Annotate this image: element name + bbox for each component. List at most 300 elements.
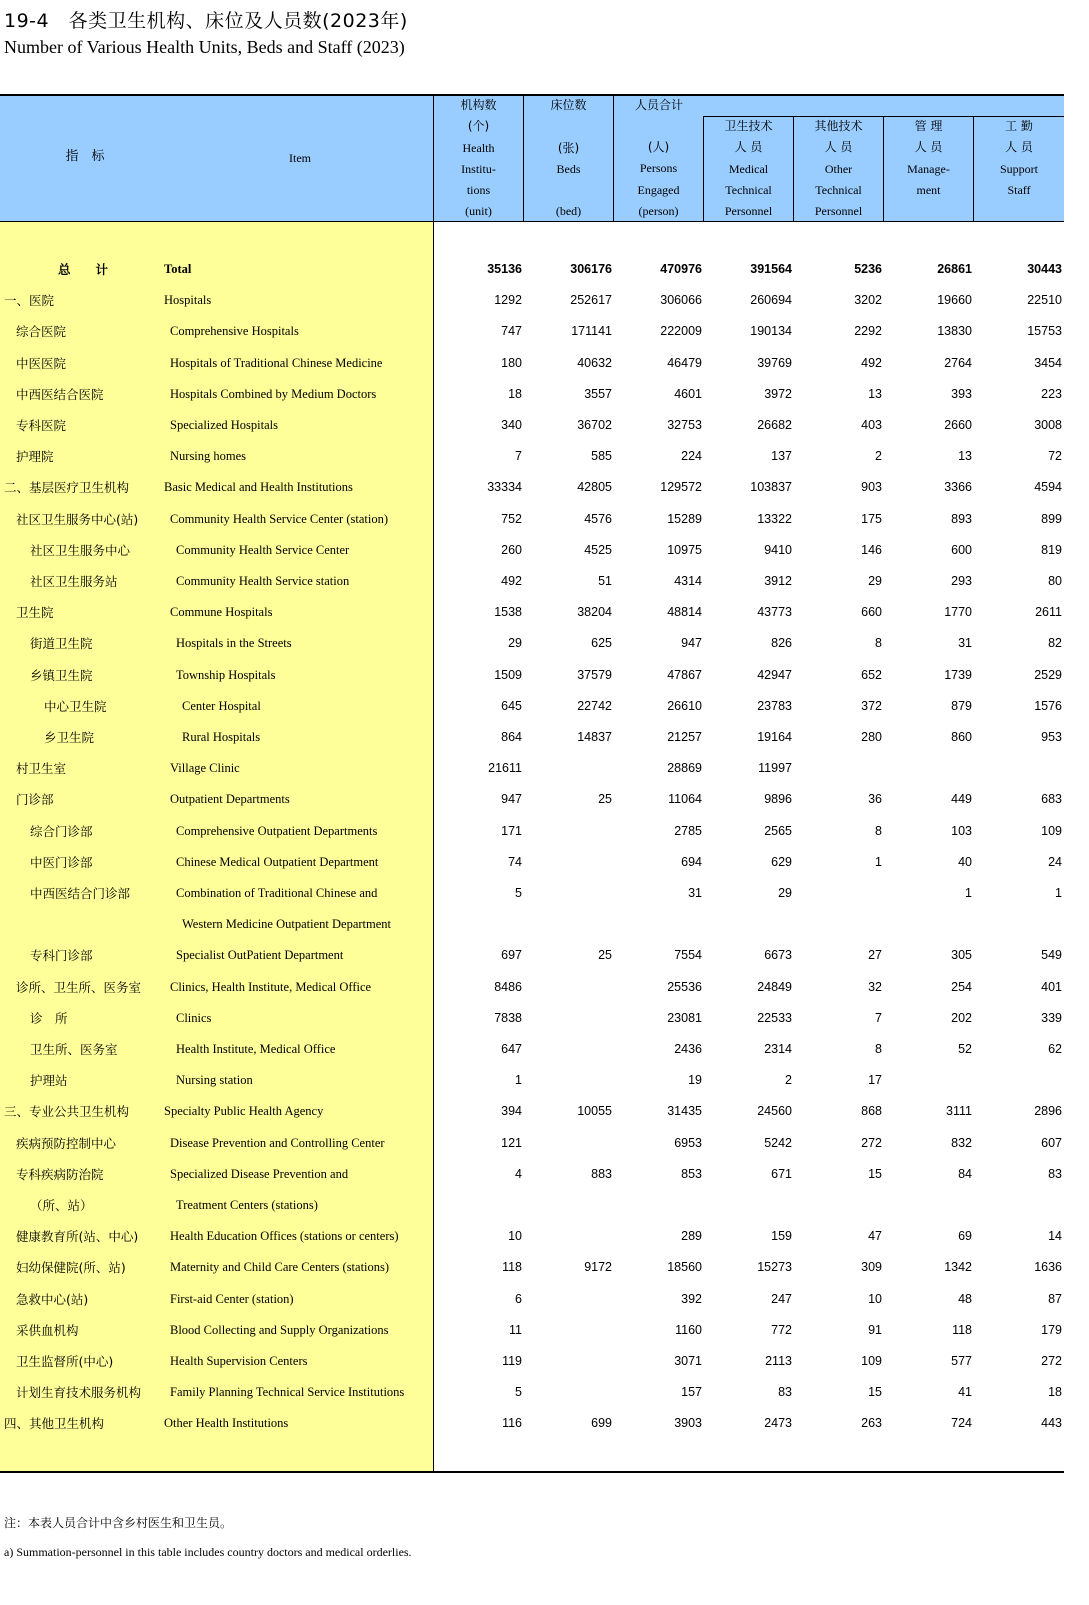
row-indicator-zh: 专科门诊部 <box>30 948 93 964</box>
persons-header-line: Persons <box>639 161 678 176</box>
row-item-en: Outpatient Departments <box>170 792 290 807</box>
row-indicator-zh: 社区卫生服务站 <box>30 574 118 589</box>
cell-beds: 37579 <box>577 667 612 682</box>
cell-beds: 38204 <box>577 605 612 620</box>
header-medical-personnel <box>704 116 793 222</box>
row-item-en: Specialized Hospitals <box>170 418 278 432</box>
table-row <box>0 878 1064 909</box>
row-item-en: Clinics <box>176 1010 212 1025</box>
cell-management: 69 <box>958 1229 972 1244</box>
cell-medical-personnel: 9410 <box>764 542 792 557</box>
row-item-en: Center Hospital <box>182 698 261 713</box>
cell-medical-personnel: 23783 <box>757 698 792 713</box>
row-item-en: Disease Prevention and Controlling Center <box>170 1135 385 1150</box>
table-row <box>0 1408 1064 1439</box>
cell-medical-personnel: 9896 <box>764 792 792 807</box>
cell-support-staff: 82 <box>1048 636 1062 651</box>
row-indicator-zh: 诊 所 <box>30 1010 68 1026</box>
row-indicator-zh: 门诊部 <box>16 792 54 808</box>
cell-management: 2764 <box>944 355 972 370</box>
table-row <box>0 566 1064 597</box>
cell-support-staff: 339 <box>1041 1010 1062 1025</box>
mgmt-header-line: ment <box>916 182 941 197</box>
cell-support-staff: 819 <box>1041 542 1062 557</box>
cell-medical-personnel: 24849 <box>757 979 792 994</box>
cell-beds: 883 <box>591 1166 612 1181</box>
cell-persons-engaged: 23081 <box>667 1010 702 1025</box>
row-item-en: Maternity and Child Care Centers (stations) <box>170 1260 390 1275</box>
row-indicator-zh: 卫生所、医务室 <box>30 1042 118 1057</box>
row-indicator-zh: 健康教育所(站、中心) <box>16 1229 139 1245</box>
cell-persons-engaged: 25536 <box>667 979 702 994</box>
cell-persons-engaged: 947 <box>681 636 702 651</box>
cell-beds: 585 <box>591 449 612 464</box>
row-indicator-zh: 一、医院 <box>4 293 55 309</box>
cell-institutions: 1538 <box>494 605 522 620</box>
cell-beds: 22742 <box>577 698 612 713</box>
row-item-en: Hospitals <box>164 293 212 308</box>
row-indicator-zh: 中心卫生院 <box>44 698 107 714</box>
cell-other-technical: 175 <box>861 511 882 526</box>
row-indicator-zh: 乡卫生院 <box>44 730 95 745</box>
row-item-en: Specialty Public Health Agency <box>164 1104 324 1119</box>
cell-persons-engaged: 48814 <box>667 605 702 620</box>
cell-institutions: 697 <box>501 948 522 963</box>
row-item-en: Village Clinic <box>170 761 240 776</box>
cell-institutions: 5 <box>515 1385 522 1400</box>
row-indicator-zh: 疾病预防控制中心 <box>16 1135 117 1151</box>
cell-medical-personnel: 103837 <box>750 480 792 495</box>
cell-other-technical: 7 <box>875 1010 882 1025</box>
mgmt-header-line: 人 员 <box>914 140 943 155</box>
cell-institutions: 10 <box>508 1229 522 1244</box>
support-header-line: Staff <box>1007 182 1031 197</box>
cell-management: 48 <box>958 1291 972 1306</box>
table-row <box>0 940 1064 971</box>
cell-persons-engaged: 19 <box>688 1073 702 1088</box>
cell-medical-personnel: 5242 <box>764 1135 792 1150</box>
cell-institutions: 864 <box>501 730 522 744</box>
cell-management: 449 <box>951 792 972 807</box>
inst-header-line: (unit) <box>465 204 492 219</box>
table-row <box>0 504 1064 535</box>
cell-persons-engaged: 6953 <box>674 1135 702 1150</box>
row-indicator-zh: 专科疾病防治院 <box>16 1166 104 1182</box>
cell-management: 577 <box>951 1354 972 1368</box>
cell-support-staff: 2896 <box>1034 1104 1062 1119</box>
cell-management: 13830 <box>937 324 972 339</box>
cell-support-staff: 899 <box>1041 511 1062 526</box>
cell-support-staff: 549 <box>1041 948 1062 963</box>
row-item-en: Community Health Service Center <box>176 542 350 557</box>
cell-persons-engaged: 2785 <box>674 823 702 838</box>
cell-other-technical: 8 <box>875 636 882 651</box>
other-header-line: Other <box>824 161 853 176</box>
cell-support-staff: 14 <box>1048 1229 1062 1244</box>
cell-other-technical: 868 <box>861 1104 882 1119</box>
row-indicator-zh: 三、专业公共卫生机构 <box>4 1104 130 1120</box>
cell-support-staff: 87 <box>1048 1291 1062 1306</box>
row-indicator-zh: 卫生监督所(中心) <box>16 1354 114 1369</box>
cell-beds: 42805 <box>577 480 612 495</box>
row-indicator-zh: 综合门诊部 <box>30 823 93 839</box>
cell-beds: 625 <box>591 636 612 651</box>
cell-persons-engaged: 289 <box>681 1229 702 1244</box>
cell-medical-personnel: 43773 <box>757 605 792 620</box>
cell-persons-engaged: 694 <box>681 854 702 869</box>
header-item: Item <box>289 151 311 165</box>
cell-medical-personnel: 260694 <box>750 293 792 308</box>
cell-other-technical: 492 <box>861 355 882 370</box>
cell-institutions: 21611 <box>488 761 522 776</box>
cell-support-staff: 4594 <box>1034 480 1062 495</box>
inst-header-line: (个) <box>467 119 490 134</box>
cell-support-staff: 401 <box>1041 979 1062 994</box>
cell-institutions: 18 <box>508 386 522 401</box>
cell-management: 118 <box>952 1322 972 1337</box>
cell-medical-personnel: 2473 <box>764 1416 792 1431</box>
row-indicator-zh: 社区卫生服务中心 <box>30 542 131 558</box>
table-row <box>0 379 1064 410</box>
cell-beds: 9172 <box>584 1260 612 1275</box>
cell-support-staff: 683 <box>1041 792 1062 807</box>
cell-support-staff: 443 <box>1041 1416 1062 1431</box>
table-row <box>0 847 1064 878</box>
table-row <box>0 1252 1064 1283</box>
table-row <box>0 1096 1064 1127</box>
cell-medical-personnel: 29 <box>778 886 792 900</box>
cell-management: 26861 <box>937 262 972 276</box>
cell-institutions: 74 <box>508 854 522 869</box>
cell-institutions: 7 <box>515 449 522 464</box>
beds-header-line <box>524 116 613 137</box>
table-row <box>0 1128 1064 1159</box>
cell-support-staff: 22510 <box>1027 293 1062 308</box>
cell-support-staff: 15753 <box>1027 324 1062 339</box>
cell-medical-personnel: 247 <box>771 1291 792 1306</box>
cell-beds: 306176 <box>570 262 612 276</box>
table-row <box>0 1003 1064 1034</box>
cell-beds: 25 <box>598 792 612 807</box>
cell-institutions: 116 <box>502 1416 522 1431</box>
cell-medical-personnel: 190134 <box>750 324 792 339</box>
cell-persons-engaged: 129572 <box>660 480 702 495</box>
table-row <box>0 816 1064 847</box>
cell-institutions: 118 <box>502 1260 522 1275</box>
row-item-en: Community Health Service station <box>176 574 350 588</box>
table-row <box>0 909 1064 940</box>
cell-beds: 40632 <box>577 355 612 370</box>
cell-other-technical: 3202 <box>854 293 882 308</box>
cell-persons-engaged: 224 <box>681 449 702 464</box>
cell-management: 19660 <box>937 293 972 308</box>
cell-management: 254 <box>951 979 972 994</box>
cell-management: 52 <box>958 1042 972 1056</box>
cell-institutions: 121 <box>501 1135 522 1150</box>
cell-institutions: 11 <box>509 1322 522 1337</box>
cell-institutions: 340 <box>501 418 522 432</box>
cell-institutions: 492 <box>501 574 522 588</box>
cell-persons-engaged: 392 <box>681 1291 702 1306</box>
cell-persons-engaged: 4314 <box>674 574 702 588</box>
table-row <box>0 691 1064 722</box>
support-header-line: Support <box>999 161 1038 176</box>
cell-support-staff: 223 <box>1041 386 1062 401</box>
cell-support-staff: 2611 <box>1035 605 1062 620</box>
support-header-line: 人 员 <box>1005 140 1033 155</box>
table-row <box>0 753 1064 784</box>
cell-other-technical: 903 <box>861 480 882 495</box>
cell-other-technical: 372 <box>861 698 882 713</box>
row-indicator-zh: 采供血机构 <box>16 1322 79 1338</box>
cell-management: 1 <box>965 886 972 900</box>
cell-other-technical: 15 <box>868 1166 882 1181</box>
table-row <box>0 1159 1064 1190</box>
cell-medical-personnel: 137 <box>771 449 792 464</box>
cell-other-technical: 8 <box>875 823 882 838</box>
row-item-en: Health Institute, Medical Office <box>176 1042 336 1056</box>
cell-support-staff: 72 <box>1048 449 1062 464</box>
cell-persons-engaged: 32753 <box>667 418 702 432</box>
cell-management: 3366 <box>944 480 972 495</box>
cell-support-staff: 83 <box>1048 1166 1062 1181</box>
cell-management: 293 <box>951 574 972 588</box>
cell-other-technical: 32 <box>868 979 882 994</box>
table-row <box>0 722 1064 753</box>
cell-other-technical: 13 <box>868 386 882 401</box>
row-item-en: Hospitals of Traditional Chinese Medicine <box>170 355 383 370</box>
medical-header-line: Technical <box>725 182 772 197</box>
cell-medical-personnel: 24560 <box>757 1104 792 1119</box>
cell-medical-personnel: 772 <box>771 1322 792 1337</box>
cell-institutions: 1292 <box>494 293 522 308</box>
cell-management: 600 <box>951 542 972 557</box>
cell-management: 1342 <box>944 1260 972 1275</box>
cell-medical-personnel: 3912 <box>764 574 792 588</box>
cell-institutions: 171 <box>501 823 522 838</box>
row-indicator-zh: 街道卫生院 <box>30 636 93 652</box>
table-row <box>0 1315 1064 1346</box>
cell-institutions: 647 <box>501 1042 522 1056</box>
cell-support-staff: 3454 <box>1034 355 1062 370</box>
cell-support-staff: 607 <box>1041 1135 1062 1150</box>
header-indicator: 指 标 <box>65 149 105 164</box>
cell-support-staff: 109 <box>1041 823 1062 838</box>
row-item-en: Comprehensive Hospitals <box>170 324 299 339</box>
cell-beds: 14837 <box>577 730 612 744</box>
other-header-line: 人 员 <box>824 140 853 155</box>
cell-medical-personnel: 83 <box>778 1385 792 1400</box>
cell-other-technical: 29 <box>868 574 882 588</box>
table-row <box>0 1377 1064 1408</box>
header-other-technical <box>794 116 883 222</box>
cell-persons-engaged: 470976 <box>660 262 702 276</box>
cell-institutions: 747 <box>501 324 522 339</box>
cell-management: 1739 <box>944 667 972 682</box>
cell-other-technical: 263 <box>861 1416 882 1431</box>
row-indicator-zh: 中西医结合门诊部 <box>30 886 131 901</box>
cell-other-technical: 280 <box>861 730 882 744</box>
cell-other-technical: 660 <box>861 605 882 620</box>
cell-medical-personnel: 671 <box>771 1166 792 1181</box>
statistics-table <box>0 94 1064 1474</box>
cell-management: 31 <box>958 636 972 651</box>
row-item-en: Basic Medical and Health Institutions <box>164 480 353 495</box>
beds-header-line <box>524 180 613 201</box>
cell-support-staff: 18 <box>1048 1385 1062 1400</box>
row-item-en: Chinese Medical Outpatient Department <box>176 854 379 869</box>
cell-medical-personnel: 391564 <box>750 262 792 276</box>
cell-support-staff: 2529 <box>1034 667 1062 682</box>
row-item-en: First-aid Center (station) <box>170 1291 294 1306</box>
cell-other-technical: 8 <box>875 1042 882 1056</box>
medical-header-line: 卫生技术 <box>724 119 773 133</box>
cell-medical-personnel: 2314 <box>764 1042 792 1056</box>
cell-persons-engaged: 7554 <box>674 948 702 963</box>
cell-medical-personnel: 2565 <box>764 823 792 838</box>
cell-other-technical: 5236 <box>854 262 882 276</box>
inst-header-line: Institu- <box>461 161 496 176</box>
footnote-zh: 注：本表人员合计中含乡村医生和卫生员。 <box>4 1516 233 1530</box>
cell-medical-personnel: 826 <box>771 636 792 651</box>
medical-header-line: Medical <box>728 161 769 176</box>
cell-persons-engaged: 306066 <box>660 293 702 308</box>
row-indicator-zh: 护理院 <box>16 449 54 465</box>
cell-management: 41 <box>958 1385 972 1400</box>
table-row <box>0 285 1064 316</box>
beds-header-line: (bed) <box>555 204 582 219</box>
cell-medical-personnel: 26682 <box>757 418 792 432</box>
cell-institutions: 8486 <box>494 979 522 994</box>
other-header-line: 其他技术 <box>814 119 863 133</box>
cell-institutions: 29 <box>508 636 522 651</box>
cell-support-staff: 179 <box>1041 1322 1062 1337</box>
row-item-en: Blood Collecting and Supply Organizations <box>170 1322 389 1337</box>
row-indicator-zh: 诊所、卫生所、医务室 <box>16 979 142 995</box>
row-item-en: Community Health Service Center (station) <box>170 511 389 526</box>
persons-header-line: (person) <box>638 203 679 218</box>
table-row <box>0 535 1064 566</box>
cell-other-technical: 27 <box>868 948 882 963</box>
row-item-en: Combination of Traditional Chinese and <box>176 886 378 900</box>
row-item-en: Specialist OutPatient Department <box>176 948 344 963</box>
cell-persons-engaged: 31435 <box>667 1104 702 1119</box>
cell-other-technical: 309 <box>861 1260 882 1275</box>
cell-other-technical: 91 <box>868 1322 882 1337</box>
cell-support-staff: 1576 <box>1034 698 1062 713</box>
cell-institutions: 260 <box>501 542 522 557</box>
cell-support-staff: 30443 <box>1027 262 1062 276</box>
cell-other-technical: 146 <box>861 542 882 557</box>
cell-management: 2660 <box>944 418 972 432</box>
row-item-en: Total <box>164 262 192 276</box>
beds-header-line: Beds <box>556 161 581 176</box>
table-title-zh: 19-4 各类卫生机构、床位及人员数(2023年) <box>4 10 408 32</box>
cell-medical-personnel: 13322 <box>757 511 792 526</box>
cell-other-technical: 403 <box>861 418 882 432</box>
cell-management: 893 <box>951 511 972 526</box>
row-item-en: Nursing station <box>176 1073 253 1088</box>
header-persons-top: 人员合计 <box>634 98 683 112</box>
header-institutions <box>434 95 523 223</box>
table-row <box>0 472 1064 503</box>
cell-other-technical: 10 <box>868 1291 882 1306</box>
row-item-en: Nursing homes <box>170 449 247 464</box>
cell-management: 84 <box>958 1166 972 1181</box>
medical-header-line: Personnel <box>724 204 773 219</box>
cell-medical-personnel: 15273 <box>757 1260 792 1275</box>
cell-support-staff: 1 <box>1055 886 1062 900</box>
persons-header-line: (人) <box>647 140 670 154</box>
row-item-en: Western Medicine Outpatient Department <box>182 917 391 932</box>
cell-institutions: 35136 <box>487 262 522 276</box>
table-row <box>0 1346 1064 1377</box>
medical-header-line: 人 员 <box>734 140 763 155</box>
inst-header-line: tions <box>466 183 491 198</box>
cell-management: 13 <box>958 449 972 464</box>
row-indicator-zh: 综合医院 <box>16 324 67 340</box>
row-indicator-zh: 中医医院 <box>16 355 67 371</box>
cell-medical-personnel: 22533 <box>757 1010 792 1025</box>
row-indicator-zh: 妇幼保健院(所、站) <box>16 1260 126 1276</box>
cell-beds: 171141 <box>571 324 612 339</box>
cell-persons-engaged: 4601 <box>674 386 702 401</box>
beds-header-line: 床位数 <box>550 98 587 112</box>
cell-persons-engaged: 26610 <box>667 698 702 713</box>
cell-support-staff: 3008 <box>1034 418 1062 432</box>
row-item-en: Commune Hospitals <box>170 605 273 620</box>
cell-institutions: 947 <box>501 792 522 807</box>
table-row <box>0 1065 1064 1096</box>
cell-support-staff: 24 <box>1048 854 1062 869</box>
row-item-en: Other Health Institutions <box>164 1416 289 1431</box>
cell-support-staff: 272 <box>1041 1354 1062 1368</box>
table-row <box>0 1034 1064 1065</box>
cell-medical-personnel: 42947 <box>757 667 792 682</box>
cell-medical-personnel: 11997 <box>758 761 792 776</box>
table-row <box>0 1221 1064 1252</box>
cell-support-staff: 953 <box>1041 730 1062 744</box>
row-item-en: Health Supervision Centers <box>170 1354 308 1368</box>
cell-persons-engaged: 1160 <box>675 1322 702 1337</box>
row-indicator-zh: 急救中心(站) <box>16 1291 89 1307</box>
row-item-en: Family Planning Technical Service Institutions <box>170 1385 405 1400</box>
cell-persons-engaged: 46479 <box>667 355 702 370</box>
table-row <box>0 316 1064 347</box>
cell-persons-engaged: 15289 <box>667 511 702 526</box>
table-row <box>0 660 1064 691</box>
cell-institutions: 119 <box>502 1354 522 1368</box>
cell-other-technical: 47 <box>868 1229 882 1244</box>
cell-persons-engaged: 31 <box>688 886 702 900</box>
row-item-en: Health Education Offices (stations or centers) <box>170 1229 399 1244</box>
other-header-line: Personnel <box>814 204 863 219</box>
row-indicator-zh: 四、其他卫生机构 <box>4 1416 105 1432</box>
row-indicator-zh: 卫生院 <box>16 605 54 621</box>
cell-other-technical: 15 <box>868 1385 882 1400</box>
row-indicator-zh: 护理站 <box>30 1073 68 1089</box>
table-row <box>0 784 1064 815</box>
cell-persons-engaged: 3071 <box>674 1354 702 1368</box>
other-header-line: Technical <box>815 182 862 197</box>
cell-management: 305 <box>951 948 972 963</box>
cell-other-technical: 36 <box>868 792 882 807</box>
row-indicator-zh: 社区卫生服务中心(站) <box>16 511 139 527</box>
cell-persons-engaged: 853 <box>681 1166 702 1181</box>
cell-persons-engaged: 18560 <box>667 1260 702 1275</box>
table-row <box>0 254 1064 285</box>
cell-medical-personnel: 3972 <box>764 386 792 401</box>
